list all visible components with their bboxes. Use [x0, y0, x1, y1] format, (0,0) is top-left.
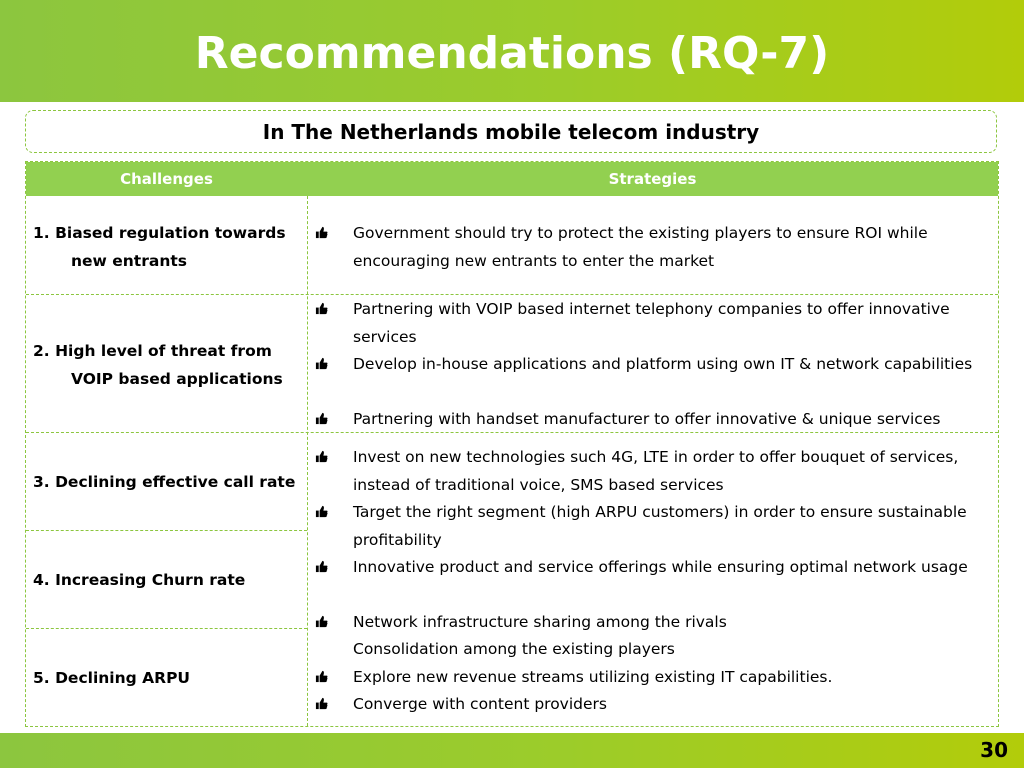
strategy-item: [307, 553, 997, 609]
challenge-text: new entrants: [71, 252, 187, 270]
thumbs-up-icon: [315, 560, 328, 573]
challenge-text: 4. Increasing Churn rate: [33, 571, 246, 589]
thumbs-up-icon: [315, 412, 328, 425]
strategy-item: [307, 219, 997, 275]
challenge-text: 1. Biased regulation towards: [33, 224, 286, 242]
challenge-2: [33, 337, 301, 393]
thumbs-up-icon: [315, 226, 328, 239]
strategy-item: [307, 690, 997, 718]
thumbs-up-icon: [315, 670, 328, 683]
strategy-item: [307, 498, 997, 554]
strategy-text: Target the right segment (high ARPU customers) in order to ensure sustainable profitability: [353, 503, 967, 549]
title-bar: [0, 0, 1024, 102]
header-challenges: Challenges: [120, 170, 213, 188]
strategy-text: Consolidation among the existing players: [353, 640, 675, 658]
strategy-text: Network infrastructure sharing among the rivals: [353, 613, 727, 631]
slide-title: Recommendations (RQ-7): [194, 28, 830, 79]
thumbs-up-icon: [315, 505, 328, 518]
challenge-3: [33, 468, 301, 496]
strategy-text: Explore new revenue streams utilizing existing IT capabilities.: [353, 668, 833, 686]
challenge-text: VOIP based applications: [71, 370, 283, 388]
thumbs-up-icon: [315, 697, 328, 710]
strategy-item: [307, 608, 997, 636]
strategy-text: Converge with content providers: [353, 695, 607, 713]
thumbs-up-icon: [315, 357, 328, 370]
strategy-item: [307, 350, 997, 406]
strategy-item-no-bullet: [307, 635, 997, 663]
challenge-5: [33, 664, 301, 692]
row-divider: [26, 530, 307, 531]
slide-subtitle: In The Netherlands mobile telecom industry: [262, 120, 760, 144]
strategy-item: [307, 405, 997, 433]
challenge-text: 5. Declining ARPU: [33, 669, 191, 687]
footer-bar: [0, 733, 1024, 768]
strategy-text: Government should try to protect the existing players to ensure ROI while encouraging new entrants to enter the market: [353, 224, 928, 270]
strategy-item: [307, 663, 997, 691]
challenge-1: [33, 219, 301, 275]
strategy-text: Innovative product and service offerings while ensuring optimal network usage: [353, 558, 968, 576]
strategy-item: [307, 295, 997, 351]
strategy-text: Partnering with VOIP based internet telephony companies to offer innovative services: [353, 300, 950, 346]
subtitle-box: [25, 110, 997, 153]
row-divider: [26, 628, 307, 629]
thumbs-up-icon: [315, 450, 328, 463]
strategy-text: Invest on new technologies such 4G, LTE in order to offer bouquet of services, instead of traditional voice, SMS based services: [353, 448, 959, 494]
strategy-text: Partnering with handset manufacturer to offer innovative & unique services: [353, 410, 941, 428]
thumbs-up-icon: [315, 615, 328, 628]
strategy-text: Develop in-house applications and platform using own IT & network capabilities: [353, 355, 973, 373]
challenge-text: 2. High level of threat from: [33, 342, 272, 360]
page-number: 30: [980, 738, 1008, 762]
strategy-item: [307, 443, 997, 499]
table-header: [26, 162, 998, 196]
header-strategies: Strategies: [608, 170, 697, 188]
recommendations-table: [25, 161, 999, 727]
challenge-4: [33, 566, 301, 594]
thumbs-up-icon: [315, 302, 328, 315]
challenge-text: 3. Declining effective call rate: [33, 473, 296, 491]
